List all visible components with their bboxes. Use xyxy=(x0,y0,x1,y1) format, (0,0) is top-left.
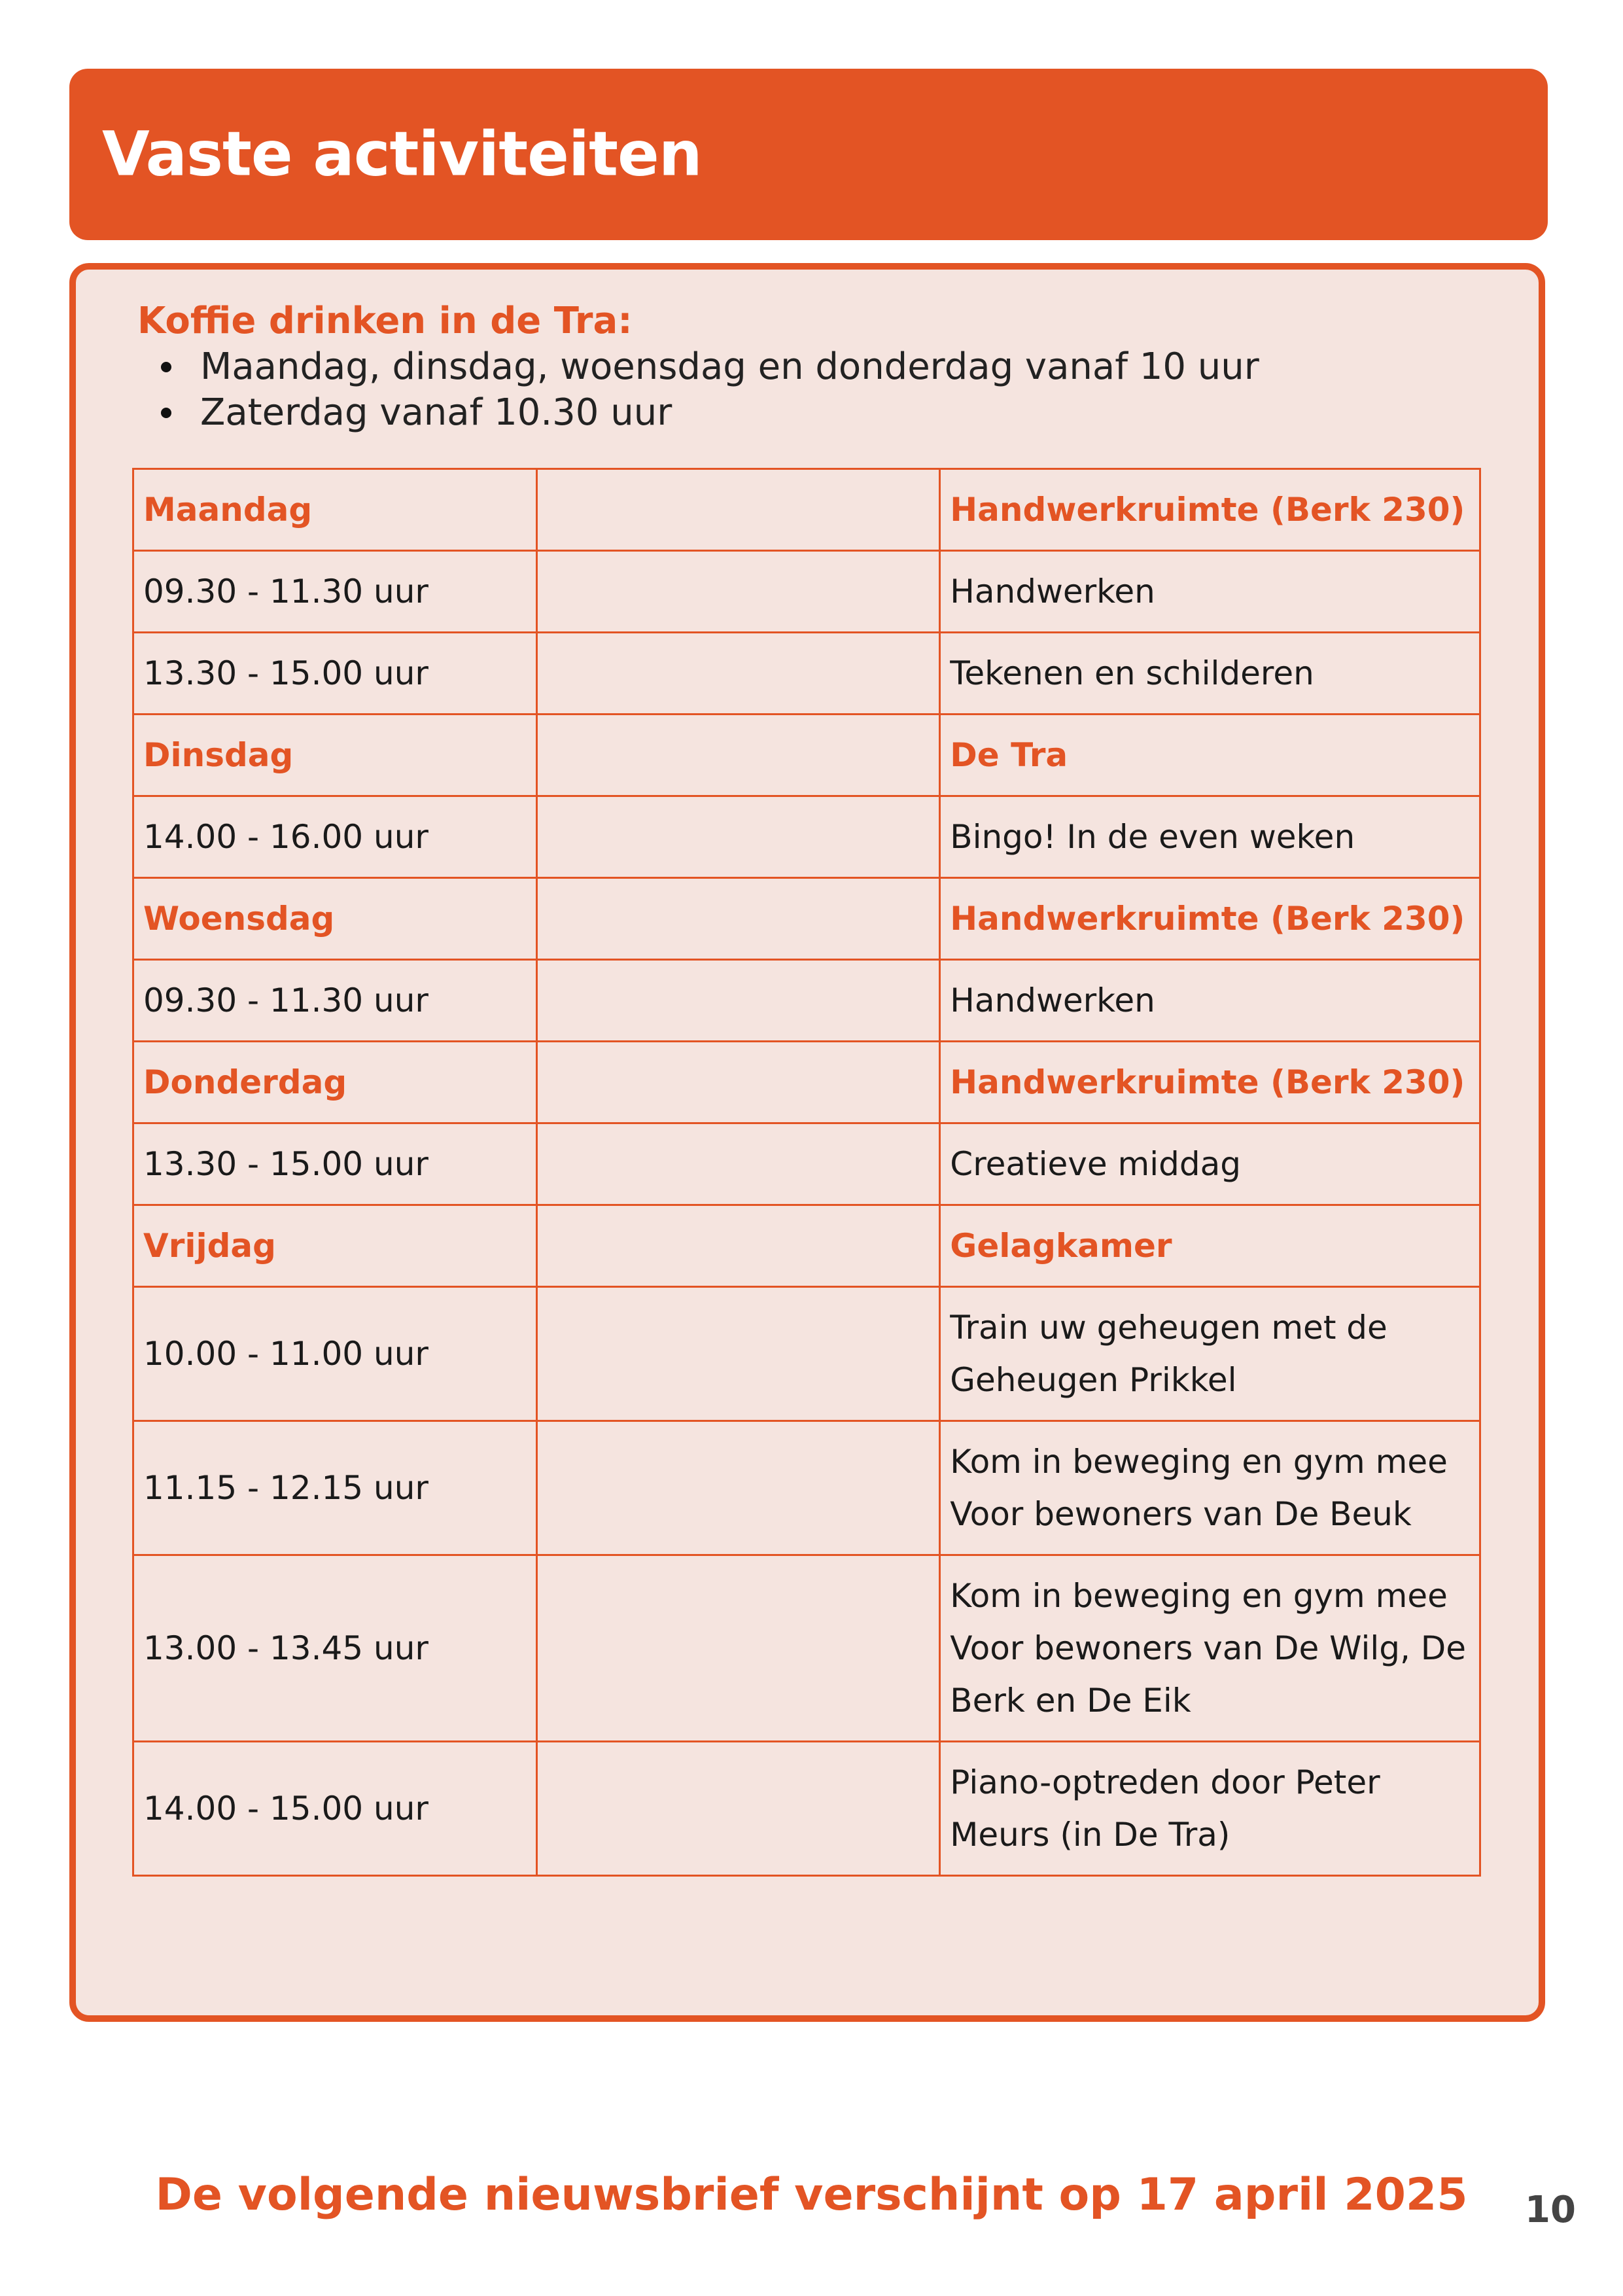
location-cell: Handwerkruimte (Berk 230) xyxy=(940,878,1480,960)
schedule-time-row xyxy=(133,1123,1480,1205)
bullet-icon xyxy=(161,362,171,372)
empty-cell xyxy=(536,1205,940,1287)
page-title: Vaste activiteiten xyxy=(102,118,702,190)
activity-cell: Tekenen en schilderen xyxy=(940,633,1480,715)
activity-cell xyxy=(940,1742,1480,1876)
schedule-time-row xyxy=(133,1287,1480,1421)
day-cell: Woensdag xyxy=(133,878,537,960)
activity-line: Geheugen Prikkel xyxy=(950,1361,1237,1399)
empty-cell xyxy=(536,796,940,878)
activity-cell: Creatieve middag xyxy=(940,1123,1480,1205)
empty-cell xyxy=(536,469,940,551)
schedule-time-row xyxy=(133,1555,1480,1742)
location-cell: Gelagkamer xyxy=(940,1205,1480,1287)
location-cell: Handwerkruimte (Berk 230) xyxy=(940,1042,1480,1123)
time-cell: 13.30 - 15.00 uur xyxy=(133,1123,537,1205)
schedule-time-row xyxy=(133,796,1480,878)
empty-cell xyxy=(536,633,940,715)
activity-cell xyxy=(940,1555,1480,1742)
next-newsletter-note: De volgende nieuwsbrief verschijnt op 17 april 2025 xyxy=(155,2169,1468,2221)
activity-line: Voor bewoners van De Beuk xyxy=(950,1495,1412,1533)
koffie-item xyxy=(137,390,1259,436)
time-cell: 09.30 - 11.30 uur xyxy=(133,551,537,633)
activity-line: Kom in beweging en gym mee xyxy=(950,1577,1448,1615)
empty-cell xyxy=(536,1742,940,1876)
day-cell: Maandag xyxy=(133,469,537,551)
day-cell: Dinsdag xyxy=(133,715,537,796)
schedule-day-row xyxy=(133,1042,1480,1123)
activity-line: Train uw geheugen met de xyxy=(950,1309,1387,1347)
empty-cell xyxy=(536,878,940,960)
time-cell: 11.15 - 12.15 uur xyxy=(133,1421,537,1555)
koffie-item xyxy=(137,344,1259,390)
header-banner xyxy=(69,69,1548,240)
activity-cell xyxy=(940,1287,1480,1421)
activity-cell: Bingo! In de even weken xyxy=(940,796,1480,878)
empty-cell xyxy=(536,1287,940,1421)
schedule-time-row xyxy=(133,633,1480,715)
time-cell: 14.00 - 16.00 uur xyxy=(133,796,537,878)
activity-cell: Handwerken xyxy=(940,551,1480,633)
activity-line: Voor bewoners van De Wilg, De xyxy=(950,1629,1467,1667)
activities-panel xyxy=(69,263,1545,2022)
activity-line: Kom in beweging en gym mee xyxy=(950,1443,1448,1481)
activity-cell xyxy=(940,1421,1480,1555)
schedule-day-row xyxy=(133,715,1480,796)
time-cell: 13.00 - 13.45 uur xyxy=(133,1555,537,1742)
empty-cell xyxy=(536,960,940,1042)
schedule-day-row xyxy=(133,469,1480,551)
activity-line: Piano-optreden door Peter xyxy=(950,1763,1380,1801)
schedule-day-row xyxy=(133,878,1480,960)
koffie-list xyxy=(137,344,1259,436)
time-cell: 14.00 - 15.00 uur xyxy=(133,1742,537,1876)
activity-cell: Handwerken xyxy=(940,960,1480,1042)
koffie-title: Koffie drinken in de Tra: xyxy=(137,300,633,342)
empty-cell xyxy=(536,551,940,633)
activity-line: Berk en De Eik xyxy=(950,1682,1191,1720)
page-number: 10 xyxy=(1525,2189,1576,2231)
location-cell: Handwerkruimte (Berk 230) xyxy=(940,469,1480,551)
koffie-section xyxy=(137,298,1259,436)
schedule-time-row xyxy=(133,551,1480,633)
schedule-time-row xyxy=(133,1421,1480,1555)
activity-line: Meurs (in De Tra) xyxy=(950,1816,1230,1854)
time-cell: 09.30 - 11.30 uur xyxy=(133,960,537,1042)
empty-cell xyxy=(536,1123,940,1205)
schedule-time-row xyxy=(133,960,1480,1042)
time-cell: 13.30 - 15.00 uur xyxy=(133,633,537,715)
koffie-item-text: Zaterdag vanaf 10.30 uur xyxy=(200,391,672,434)
location-cell: De Tra xyxy=(940,715,1480,796)
day-cell: Vrijdag xyxy=(133,1205,537,1287)
empty-cell xyxy=(536,1042,940,1123)
empty-cell xyxy=(536,715,940,796)
empty-cell xyxy=(536,1555,940,1742)
schedule-day-row xyxy=(133,1205,1480,1287)
day-cell: Donderdag xyxy=(133,1042,537,1123)
bullet-icon xyxy=(161,408,171,418)
koffie-item-text: Maandag, dinsdag, woensdag en donderdag vanaf 10 uur xyxy=(200,345,1259,388)
empty-cell xyxy=(536,1421,940,1555)
schedule-table xyxy=(132,468,1481,1877)
schedule-time-row xyxy=(133,1742,1480,1876)
time-cell: 10.00 - 11.00 uur xyxy=(133,1287,537,1421)
